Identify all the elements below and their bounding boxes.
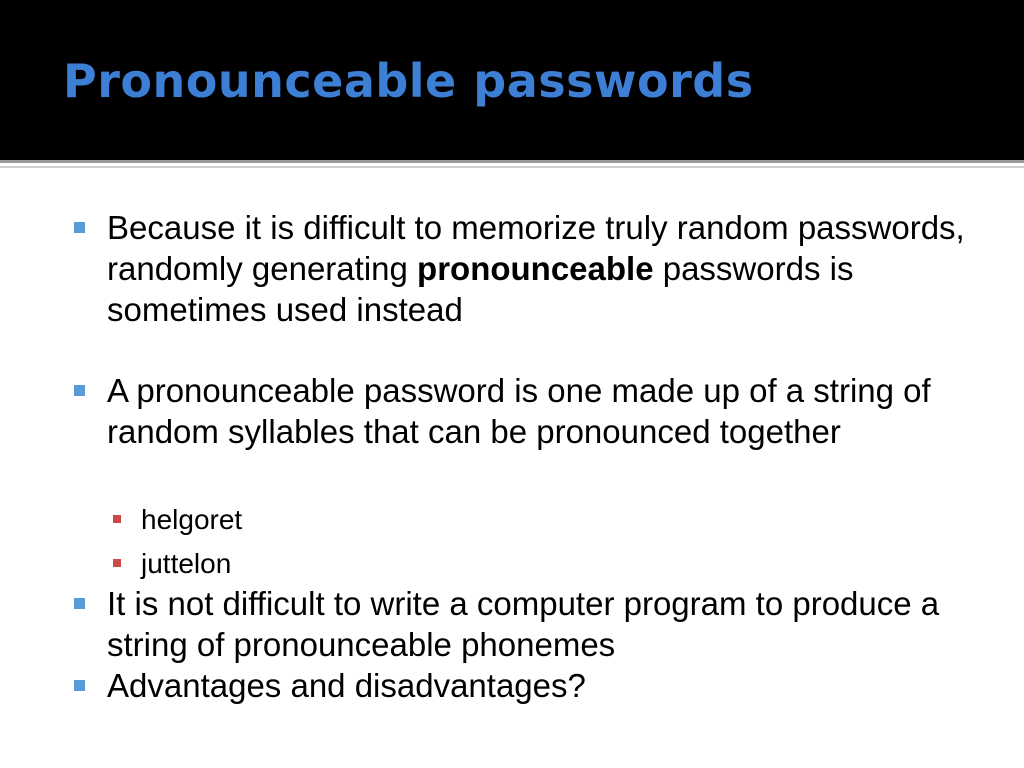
square-sub-bullet-icon (113, 515, 121, 523)
sub-bullet-item (141, 542, 841, 586)
slide-title: Pronounceable passwords (63, 54, 754, 108)
bullet-bold-text: pronounceable (417, 250, 654, 287)
bullet-text: Because it is difficult to memorize truly random passwords, randomly generating (107, 209, 965, 287)
square-bullet-icon (74, 385, 85, 396)
bullet-text: A pronounceable password is one made up of a string of random syllables that can be pronounced together (107, 372, 931, 450)
square-bullet-icon (74, 598, 85, 609)
square-sub-bullet-icon (113, 559, 121, 567)
square-bullet-icon (74, 222, 85, 233)
bullet-item (107, 665, 967, 706)
bullet-text: passwords is sometimes used instead (107, 250, 854, 328)
square-bullet-icon (74, 680, 85, 691)
bullet-item (107, 370, 967, 452)
bullet-item (107, 207, 967, 330)
sub-bullet-text: juttelon (141, 548, 232, 579)
sub-bullet-text: helgoret (141, 504, 243, 535)
bullet-text: It is not difficult to write a computer program to produce a string of pronounceable phonemes (107, 585, 940, 663)
sub-bullet-item (141, 498, 841, 542)
bullet-item (107, 583, 967, 665)
bullet-text: Advantages and disadvantages? (107, 667, 586, 704)
